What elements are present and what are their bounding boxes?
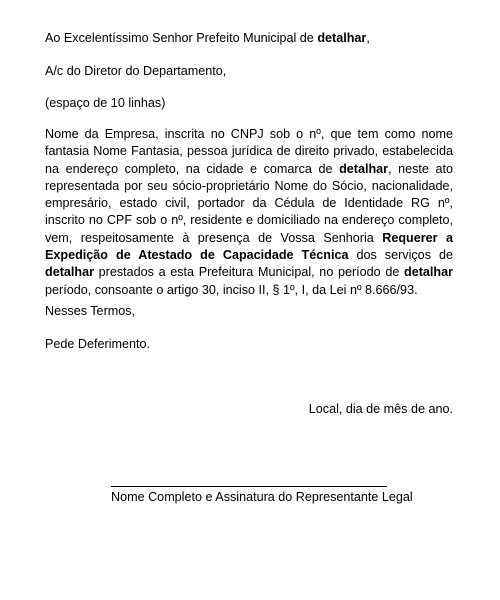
body-text-1: Nome da Empresa, inscrita no CNPJ sob o nº, que tem como nome fantasia Nome Fantasia, pessoa jurídica de direito privado, estabelecida na endereço completo, na cidade e comarca de: [45, 127, 453, 176]
body-text-2: , neste ato representada por seu sócio-proprietário Nome do Sócio, nacionalidade, empresário, estado civil, portador da Cédula de Identidade RG nº, inscrito no CPF sob o nº, residente e domiciliado na endereço completo, vem, respeitosamente à presença de Vossa Senhoria: [45, 161, 454, 245]
body-city: detalhar: [339, 161, 389, 176]
signature-label: Nome Completo e Assinatura do Representante Legal: [111, 490, 413, 504]
body-text-3: dos serviços de: [348, 248, 454, 263]
body-paragraph: [45, 126, 453, 299]
salutation-prefix: Ao Excelentíssimo Senhor Prefeito Municipal de: [45, 31, 318, 45]
spacing-note: (espaço de 10 linhas): [45, 96, 166, 110]
body-request: Requerer a Expedição de Atestado de Capacidade Técnica: [45, 230, 453, 263]
signature-line: [111, 486, 387, 487]
salutation-suffix: ,: [366, 31, 370, 45]
request-closing-line: Pede Deferimento.: [45, 337, 151, 351]
closing-line: Nesses Termos,: [45, 304, 136, 318]
body-period: detalhar: [404, 265, 453, 280]
body-text-5: período, consoante o artigo 30, inciso II, § 1º, I, da Lei nº 8.666/93.: [45, 282, 418, 297]
place-date: Local, dia de mês de ano.: [308, 402, 453, 416]
body-services: detalhar: [45, 265, 94, 280]
attention-line: A/c do Diretor do Departamento,: [45, 64, 227, 78]
salutation-place: detalhar: [317, 31, 367, 45]
salutation-line: [45, 31, 370, 46]
body-text-4: prestados a esta Prefeitura Municipal, no período de: [94, 265, 404, 280]
